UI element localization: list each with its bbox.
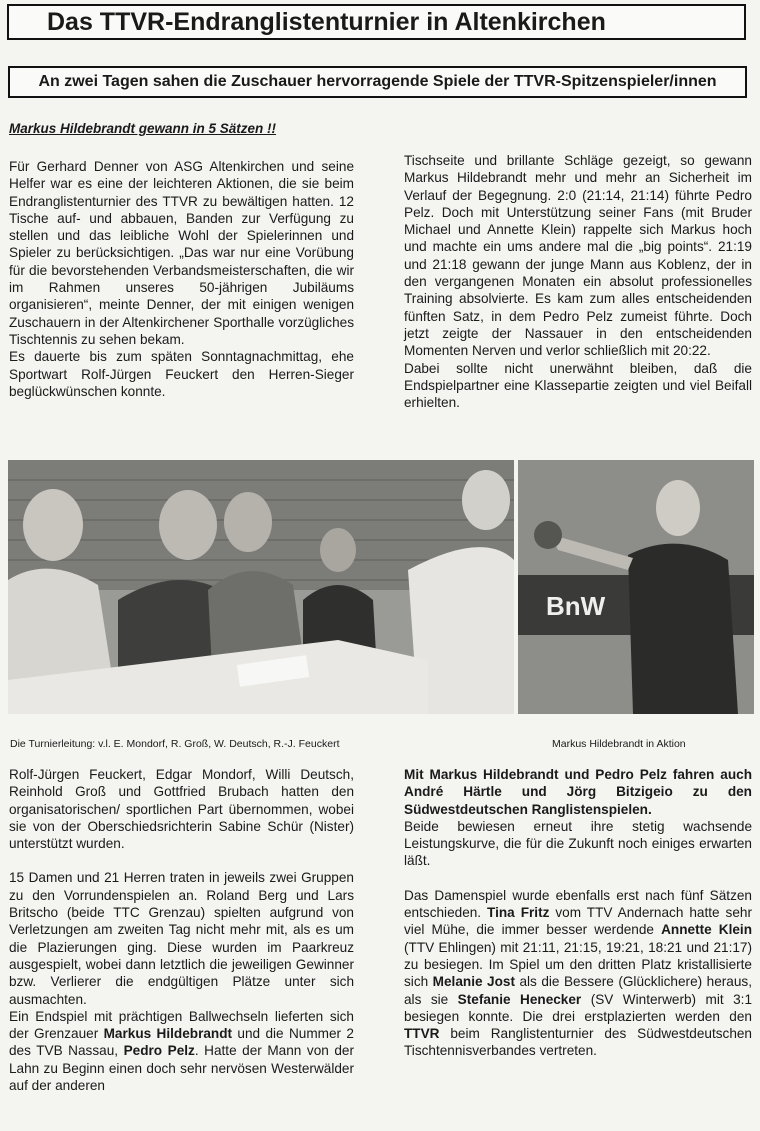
text-run: Das Damenspiel wurde ebenfalls erst nach fünf Sätzen entschieden. — [404, 887, 752, 921]
banner-text: BnW — [546, 591, 606, 621]
subtitle: An zwei Tagen sahen die Zuschauer hervorragende Spiele der TTVR-Spitzenspieler/innen — [38, 73, 717, 90]
paragraph-gap — [9, 852, 354, 869]
lead-paragraph: Mit Markus Hildebrandt und Pedro Pelz fahren auch André Härtle und Jörg Bitzigeio zu den Südwestdeutschen Ranglistenspielen. — [404, 767, 752, 817]
player-name: Stefanie Henecker — [457, 991, 582, 1007]
player-name: Pedro Pelz — [123, 1043, 195, 1059]
player-name: Markus Hildebrandt — [103, 1026, 233, 1042]
paragraph: Dabei sollte nicht unerwähnt bleiben, daß die Endspielpartner eine Klassepartie zeigten und viel Beifall erhielten. — [404, 360, 752, 411]
page-title: Das TTVR-Endranglistenturnier in Altenkirchen — [47, 8, 606, 36]
column-1 — [9, 158, 354, 400]
text-run: und die Nummer 2 des TVB Nassau, — [9, 1026, 354, 1059]
section-kicker: Markus Hildebrandt gewann in 5 Sätzen !! — [9, 121, 277, 136]
text-run: als die Bessere (Glücklichere) heraus, als sie — [404, 974, 753, 1007]
paragraph: Tischseite und brillante Schläge gezeigt, so gewann Markus Hildebrandt mehr und mehr an Sicherheit im Verlauf der Begegnung. 2:0 (21:14, 21:14) führte Pedro Pelz. Doch mit Unterstützung seiner Fans (mit Bruder Michael und Annette Klein) rappelte sich Markus hoch und machte ein ums andere mal die „big points“. 21:19 und 21:18 gewann der junge Mann aus Koblenz, der in den vergangenen Monaten ein absolut professionelles Training absolvierte. Es kam zum alles entscheidenden fünften Satz, in dem Pedro Pelz zumeist führte. Doch jetzt zeigte der Nassauer in den entscheidenden Momenten Nerven und verlor schließlich mit 20:22. — [404, 153, 752, 359]
paragraph: Beide bewiesen erneut ihre stetig wachsende Leistungskurve, die für die Zukunft noch einiges erwarten läßt. — [404, 818, 752, 869]
text-run: . Hatte der Mann von der Lahn zu Beginn einen doch sehr nervösen Westerwälder auf der anderen — [9, 1043, 354, 1094]
paragraph: Für Gerhard Denner von ASG Altenkirchen und seine Helfer war es eine der leichteren Aktionen, die sie beim Endranglistenturnier des TTVR zu bewältigen hatten. 12 Tische auf- und abbauen, Banden zur Verfügung zu stellen und das leibliche Wohl der Spielerinnen und Spieler zu berücksichtigen. „Das war nur eine Vorübung für die bevorstehenden Verbandsmeisterschaften, die wir im Rahmen unseres 50-jährigen Jubiläums organisieren“, meinte Denner, der mit einigen wenigen Zuschauern in der Altenkirchener Sporthalle vorzügliches Tischtennis zu sehen bekam. — [9, 159, 354, 347]
subtitle-box — [8, 66, 747, 98]
photo-strip — [8, 460, 754, 714]
paragraph: Es dauerte bis zum späten Sonntagnachmittag, ehe Sportwart Rolf-Jürgen Feuckert den Herren-Sieger beglückwünschen konnte. — [9, 349, 354, 399]
text-run: Ein Endspiel mit prächtigen Ballwechseln lieferten sich der Grenzauer — [9, 1008, 354, 1042]
headline-box — [7, 4, 746, 40]
paragraph: 15 Damen und 21 Herren traten in jeweils zwei Gruppen zu den Vorrundenspielen an. Roland Berg und Lars Britscho (beide TTC Grenzau) spielten aufgrund von Verletzungen am zweiten Tag nicht mehr mit, als es um die Plazierungen ging. Diese wurden im Paarkreuz ausgespielt, wobei dann letztlich die jeweiligen Gewinner bzw. Verlierer die endgültigen Plätze unter sich ausmachten. — [9, 870, 354, 1007]
column-4 — [404, 766, 752, 1060]
photo-caption-left: Die Turnierleitung: v.l. E. Mondorf, R. Groß, W. Deutsch, R.-J. Feuckert — [10, 738, 340, 750]
paragraph: Rolf-Jürgen Feuckert, Edgar Mondorf, Willi Deutsch, Reinhold Groß und Gottfried Brubach hatten den organisatorischen/ sportlichen Part übernommen, wobei sie von der Oberschiedsrichterin Sabine Schür (Nister) unterstützt wurden. — [9, 767, 354, 852]
paragraph — [404, 887, 752, 1060]
photo-caption-right: Markus Hildebrandt in Aktion — [552, 738, 686, 750]
player-name: Annette Klein — [661, 922, 752, 938]
paragraph-gap — [404, 870, 752, 887]
photo-tournament-officials — [8, 460, 514, 714]
text-run: beim Ranglistenturnier des Südwestdeutschen Tischtennisverbandes vertreten. — [404, 1026, 752, 1059]
column-2 — [404, 152, 752, 411]
column-3 — [9, 766, 354, 1094]
photo-player-in-action — [518, 460, 754, 714]
player-name: Tina Fritz — [487, 905, 550, 921]
org-name: TTVR — [404, 1026, 440, 1042]
paragraph — [9, 1008, 354, 1094]
text-run: (TTV Ehlingen) mit 21:11, 21:15, 19:21, 18:21 und 21:17) zu besiegen. Im Spiel um den dritten Platz kristallisierte sich — [404, 939, 752, 990]
player-name: Melanie Jost — [432, 974, 515, 990]
text-run: vom TTV Andernach hatte sehr viel Mühe, die immer besser werdende — [404, 905, 752, 938]
text-run: (SV Winterwerb) mit 3:1 besiegen konnte. Die drei erstplazierten werden den — [404, 991, 752, 1024]
